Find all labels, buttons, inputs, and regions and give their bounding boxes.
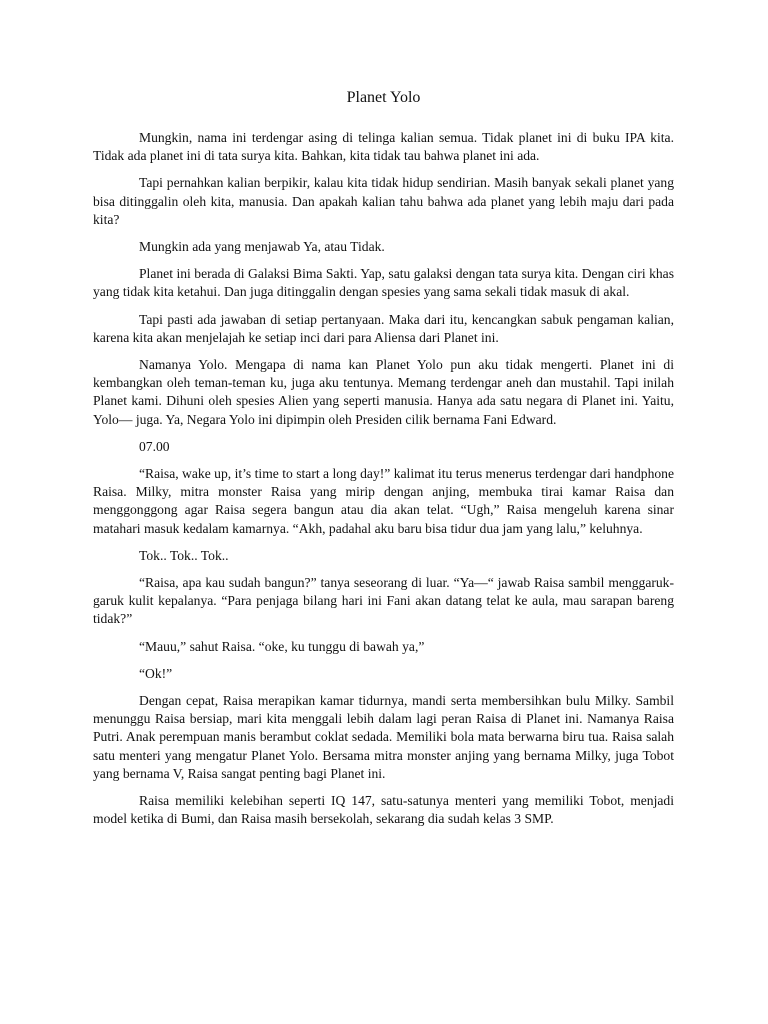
paragraph: “Mauu,” sahut Raisa. “oke, ku tunggu di bawah ya,” bbox=[139, 638, 425, 654]
paragraph: “Raisa, apa kau sudah bangun?” tanya seseorang di luar. “Ya—“ jawab Raisa sambil menggaruk-garuk kulit kepalanya. “Para penjaga bilang hari ini Fani akan datang telat ke aula, mau sarapan bareng tidak?” bbox=[93, 575, 674, 627]
paragraph-intro: Mungkin, nama ini terdengar asing di telinga kalian semua. Tidak planet ini di buku IPA kita. Tidak ada planet ini di tata surya kita. Bahkan, kita tidak tau bahwa planet ini ada. bbox=[93, 130, 674, 164]
paragraph: Dengan cepat, Raisa merapikan kamar tidurnya, mandi serta membersihkan bulu Milky. Sambil menunggu Raisa bersiap, mari kita menggali lebih dalam lagi peran Raisa di Planet ini. Namanya Raisa Putri. Anak perempuan manis berambut coklat sedada. Memiliki bola mata berwarna biru tua. Raisa salah satu menteri yang mengatur Planet Yolo. Bersama mitra monster anjing yang bernama Milky, juga Tobot yang bernama V, Raisa sangat penting bagi Planet ini. bbox=[93, 693, 674, 781]
paragraph: Raisa memiliki kelebihan seperti IQ 147, satu-satunya menteri yang memiliki Tobot, menjadi model ketika di Bumi, dan Raisa masih bersekolah, sekarang dia sudah kelas 3 SMP. bbox=[93, 793, 674, 827]
paragraph: “Ok!” bbox=[139, 665, 173, 681]
paragraph: “Raisa, wake up, it’s time to start a long day!” kalimat itu terus menerus terdengar dari handphone Raisa. Milky, mitra monster Raisa yang mirip dengan anjing, membuka tirai kamar Raisa dan menggonggong agar Raisa segera bangun atau dia akan telat. “Ugh,” Raisa mengeluh karena sinar matahari masuk kedalam kamarnya. “Akh, padahal aku baru bisa tidur dua jam yang lalu,” keluhnya. bbox=[93, 466, 674, 536]
paragraph: Planet ini berada di Galaksi Bima Sakti. Yap, satu galaksi dengan tata surya kita. Dengan ciri khas yang tidak kita ketahui. Dan juga ditinggalin dengan spesies yang sama sekali tidak masuk di akal. bbox=[93, 266, 674, 300]
document-title: Planet Yolo bbox=[346, 89, 421, 106]
document-page bbox=[93, 88, 674, 838]
paragraph: Tapi pernahkan kalian berpikir, kalau kita tidak hidup sendirian. Masih banyak sekali planet yang bisa ditinggalin oleh kita, manusia. Dan apakah kalian tahu bahwa ada planet yang lebih maju dari pada kita? bbox=[93, 175, 674, 227]
paragraph: Tapi pasti ada jawaban di setiap pertanyaan. Maka dari itu, kencangkan sabuk pengaman kalian, karena kita akan menjelajah ke setiap inci dari para Aliensa dari Planet ini. bbox=[93, 311, 674, 345]
paragraph-time: 07.00 bbox=[139, 438, 170, 454]
paragraph: Namanya Yolo. Mengapa di nama kan Planet Yolo pun aku tidak mengerti. Planet ini di kembangkan oleh teman-teman ku, juga aku tentunya. Memang terdengar aneh dan mustahil. Tapi inilah Planet kami. Dihuni oleh spesies Alien yang seperti manusia. Hanya ada satu negara di Planet ini. Yaitu, Yolo— juga. Ya, Negara Yolo ini dipimpin oleh Presiden cilik bernama Fani Edward. bbox=[93, 357, 674, 427]
paragraph: Tok.. Tok.. Tok.. bbox=[139, 547, 229, 563]
paragraph: Mungkin ada yang menjawab Ya, atau Tidak. bbox=[139, 239, 385, 255]
